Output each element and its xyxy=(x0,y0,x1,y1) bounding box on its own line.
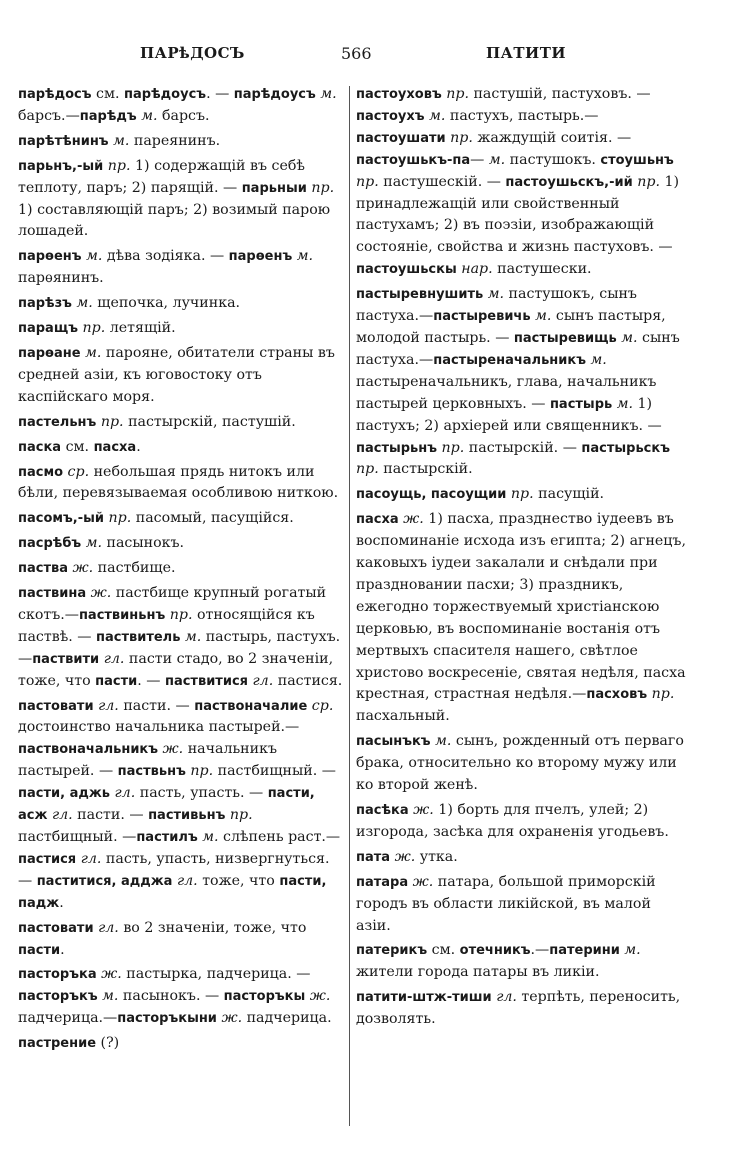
grammar-label: гл. xyxy=(103,650,125,667)
grammar-label: гл. xyxy=(176,872,198,889)
headword: патити-штж-тиши xyxy=(356,990,492,1006)
headword: пата xyxy=(356,849,391,865)
grammar-label: гл. xyxy=(51,807,73,824)
grammar-label: м. xyxy=(320,86,337,102)
dictionary-entry xyxy=(18,84,345,128)
definition-text: слѣпень раст.— xyxy=(218,829,341,845)
headword: парѣдоусъ xyxy=(124,87,207,102)
dictionary-entry xyxy=(356,84,686,281)
definition-text: . — xyxy=(137,672,165,689)
running-head-right: ПАТИТИ xyxy=(486,44,567,62)
definition-text: пастбищный. — xyxy=(18,829,137,845)
headword: пастоухъ xyxy=(356,108,425,124)
grammar-label: м. xyxy=(113,132,130,149)
definition-text: пастися. xyxy=(273,672,343,689)
headword: пастоушьскы xyxy=(356,262,457,278)
definition-text: 1) пастухъ; 2) архіерей или священникъ. — xyxy=(356,395,662,434)
definition-text: . xyxy=(60,941,65,958)
definition-text: тоже, что xyxy=(197,872,280,889)
definition-text: пастушески. xyxy=(492,261,592,278)
definition-text: пастбище крупный рогатый скотъ.— xyxy=(18,585,327,623)
headword: паствити xyxy=(32,651,100,667)
headword: пастырьскъ xyxy=(581,440,670,456)
dictionary-entry xyxy=(356,872,686,938)
headword: пастыревнушить xyxy=(356,287,484,303)
headword: парѣтѣнинъ xyxy=(18,133,109,149)
grammar-label: м. xyxy=(85,344,102,361)
definition-text: пастырскій. xyxy=(378,461,473,478)
definition-text: пастыреначальникъ, глава, начальникъ пастырей церковныхъ. — xyxy=(356,373,657,412)
definition-text: пастырка, падчерица. — xyxy=(121,966,311,983)
grammar-label: пр. xyxy=(651,686,675,703)
grammar-label: м. xyxy=(296,248,314,265)
grammar-label: пр. xyxy=(311,179,335,196)
definition-text: пасть, упасть, низвергнуться. — xyxy=(18,850,330,889)
headword: пастовати xyxy=(18,698,94,714)
grammar-label: ж. xyxy=(413,802,434,818)
grammar-label: ж. xyxy=(72,560,94,577)
headword: пасоущь, пасоущии xyxy=(356,487,507,503)
dictionary-entry xyxy=(18,318,345,340)
grammar-label: пр. xyxy=(356,461,379,478)
definition-text: пастушескій. — xyxy=(378,173,506,190)
headword: пасторъкыни xyxy=(117,1011,217,1027)
headword: парьныи xyxy=(241,180,307,196)
dictionary-entry xyxy=(356,847,686,869)
grammar-label: гл. xyxy=(80,850,102,867)
definition-text: жаждущій соитія. — xyxy=(472,129,632,146)
grammar-label: ж. xyxy=(394,848,416,865)
headword: пастыревичь xyxy=(433,309,531,325)
dictionary-entry xyxy=(18,293,345,315)
definition-text: сынъ пастыря, молодой пастырь. — xyxy=(356,308,666,346)
dictionary-entry xyxy=(18,918,345,962)
headword: стоушьнъ xyxy=(600,152,674,168)
definition-text: пасть, упасть. — xyxy=(135,785,268,802)
definition-text: начальникъ пастырей. — xyxy=(18,741,277,780)
definition-text: . xyxy=(59,894,64,911)
grammar-label: гл. xyxy=(252,672,274,689)
headword: пасти, асж xyxy=(18,786,315,824)
headword: пасха xyxy=(356,512,399,528)
dictionary-entry xyxy=(356,800,686,844)
definition-text: пароянe, обитатели страны въ средней азіи, къ юговостоку отъ каспійскаго моря. xyxy=(18,344,335,405)
definition-text: щепочка, лучинка. xyxy=(92,295,241,312)
dictionary-entry xyxy=(18,437,345,459)
definition-text: утка. xyxy=(415,848,458,865)
headword: паствоначальникъ xyxy=(18,742,159,758)
definition-text: пареянинъ. xyxy=(129,132,221,149)
definition-text: относящійся къ паствѣ. — xyxy=(18,606,315,645)
definition-text: — xyxy=(470,151,489,168)
left-column xyxy=(18,84,345,1058)
headword: паска xyxy=(18,439,62,455)
headword: пасомъ,-ый xyxy=(18,511,104,527)
headword: парѳенъ xyxy=(18,249,82,265)
definition-text: падчерица. xyxy=(242,1010,332,1027)
dictionary-entry xyxy=(18,558,345,580)
definition-text: см. xyxy=(427,942,460,959)
headword: паствоначалие xyxy=(194,698,308,714)
grammar-label: ж. xyxy=(221,1010,243,1027)
headword: парѣдосъ xyxy=(18,87,92,102)
grammar-label: ж. xyxy=(403,511,424,528)
grammar-label: пр. xyxy=(82,320,106,337)
grammar-label: пр. xyxy=(356,173,379,190)
grammar-label: м. xyxy=(184,628,202,645)
definition-text: 1) принадлежащій или свойственный пастухамъ; 2) въ поэзіи, изображающій состояніе, свойства и жизнь пастуховъ. — xyxy=(356,173,680,256)
headword: пастыревищь xyxy=(513,330,617,346)
definition-text: см. xyxy=(61,438,94,455)
headword: паствитель xyxy=(95,629,181,645)
grammar-label: пр. xyxy=(190,763,214,780)
headword: парѣзъ xyxy=(18,296,72,312)
definition-text: летящій. xyxy=(105,320,176,337)
definition-text: пастырь, пастухъ.— xyxy=(18,628,341,667)
headword: паститися, адджа xyxy=(36,873,173,889)
headword: пастивьнъ xyxy=(148,808,226,824)
definition-text: см. xyxy=(91,86,125,102)
definition-text: . xyxy=(136,438,141,455)
grammar-label: ж. xyxy=(162,741,184,758)
headword: парѣдоусъ xyxy=(233,87,316,102)
definition-text: во 2 значеніи, тоже, что xyxy=(118,919,307,936)
grammar-label: м. xyxy=(590,351,607,368)
headword: пастыреначальникъ xyxy=(433,352,586,368)
headword: пастоуховъ xyxy=(356,87,442,102)
grammar-label: м. xyxy=(76,295,93,312)
headword: пасти, аджь xyxy=(18,786,110,802)
headword: пасторъкъ xyxy=(18,989,98,1005)
column-divider xyxy=(349,86,350,1126)
definition-text: 1) борть для пчелъ, улей; 2) изгорода, засѣка для охраненія угодьевъ. xyxy=(356,802,669,840)
definition-text: сынъ пастуха.— xyxy=(356,329,680,368)
definition-text: 1) составляющій паръ; 2) возимый парою лошадей. xyxy=(18,201,331,240)
grammar-label: м. xyxy=(624,942,641,959)
grammar-label: м. xyxy=(616,395,634,412)
headword: паствина xyxy=(18,586,87,602)
grammar-label: м. xyxy=(86,248,103,265)
grammar-label: м. xyxy=(535,308,552,325)
definition-text: барсъ. xyxy=(157,107,210,124)
definition-text: пастушокъ, сынъ пастуха.— xyxy=(356,286,637,325)
dictionary-entry xyxy=(18,412,345,434)
headword: пасти xyxy=(18,942,61,958)
dictionary-entry xyxy=(18,964,345,1030)
dictionary-entry xyxy=(18,246,345,290)
headword: пасторъкы xyxy=(223,989,306,1005)
headword: пасѣка xyxy=(356,803,409,818)
headword: пастоушькъ-пa xyxy=(356,152,471,168)
headword: парѣдъ xyxy=(79,108,137,124)
right-column xyxy=(356,84,686,1034)
headword: парѳане xyxy=(18,345,81,361)
grammar-label: м. xyxy=(85,535,102,552)
page-number: 566 xyxy=(341,44,372,63)
definition-text: пастушій, пастуховъ. — xyxy=(468,86,651,102)
headword: пастырь xyxy=(549,396,613,412)
definition-text: пасынокъ. xyxy=(101,535,185,552)
headword: паства xyxy=(18,561,68,577)
grammar-label: м. xyxy=(141,107,158,124)
headword: отечникъ xyxy=(459,943,531,959)
grammar-label: м. xyxy=(621,329,638,346)
headword: пасти xyxy=(95,673,138,689)
headword: парѳенъ xyxy=(228,249,293,265)
definition-text: .— xyxy=(530,942,550,959)
definition-text: парѳянинъ. xyxy=(18,270,104,287)
grammar-label: м. xyxy=(429,107,446,124)
grammar-label: гл. xyxy=(496,989,517,1006)
definition-text: пасти. — xyxy=(118,697,195,714)
dictionary-entry xyxy=(356,284,686,481)
headword: патерикъ xyxy=(356,943,428,959)
grammar-label: пр. xyxy=(229,807,253,824)
headword: пастырьнъ xyxy=(356,440,438,456)
headword: пастельнъ xyxy=(18,414,97,430)
headword: пастилъ xyxy=(136,830,198,845)
page-header xyxy=(0,44,732,72)
grammar-label: пр. xyxy=(100,413,124,430)
dictionary-entry xyxy=(18,1033,345,1055)
definition-text: пастушокъ. xyxy=(505,151,601,168)
headword: пастися xyxy=(18,851,77,867)
grammar-label: ж. xyxy=(90,585,112,602)
grammar-label: м. xyxy=(488,151,506,168)
definition-text: пасомый, пасущійся. xyxy=(131,510,294,527)
dictionary-entry xyxy=(18,156,345,244)
definition-text: терпѣть, переносить, дозволять. xyxy=(356,989,681,1028)
dictionary-entry xyxy=(18,462,345,506)
headword: паствьнъ xyxy=(117,764,186,780)
grammar-label: ж. xyxy=(412,873,434,890)
grammar-label: пр. xyxy=(637,173,660,190)
definition-text: пастырскій. — xyxy=(464,439,582,456)
grammar-label: ж. xyxy=(101,966,122,983)
definition-text: падчерица.— xyxy=(18,1010,118,1027)
running-head-left: ПАРѣДОСЪ xyxy=(140,44,245,62)
headword: пасмо xyxy=(18,464,64,480)
headword: пасторъка xyxy=(18,967,97,983)
definition-text: достоинство начальника пастырей.— xyxy=(18,719,300,736)
dictionary-entry xyxy=(356,987,686,1031)
headword: пастовати xyxy=(18,920,94,936)
dictionary-entry xyxy=(356,509,686,728)
dictionary-entry xyxy=(356,731,686,797)
definition-text: небольшая прядь нитокъ или бѣли, перевязываемая особливою ниткою. xyxy=(18,463,339,502)
headword: паствитися xyxy=(164,673,248,689)
dictionary-entry xyxy=(18,696,345,915)
headword: пасынъкъ xyxy=(356,734,431,750)
headword: паращъ xyxy=(18,321,78,337)
definition-text: жители города патары въ ликіи. xyxy=(356,964,600,981)
definition-text: пасхальный. xyxy=(356,708,450,725)
definition-text: пастбище. xyxy=(93,560,176,577)
grammar-label: м. xyxy=(487,286,505,303)
grammar-label: м. xyxy=(102,988,119,1005)
definition-text: дѣва зодіяка. — xyxy=(102,248,229,265)
headword: патара xyxy=(356,874,409,890)
grammar-label: м. xyxy=(435,733,452,750)
grammar-label: пр. xyxy=(108,510,132,527)
grammar-label: гл. xyxy=(114,785,136,802)
dictionary-entry xyxy=(18,343,345,409)
definition-text: пасти стадо, во 2 значеніи, тоже, что xyxy=(18,650,334,689)
grammar-label: пр. xyxy=(510,486,534,503)
dictionary-entry xyxy=(356,940,686,984)
dictionary-entry xyxy=(18,508,345,530)
grammar-label: пр. xyxy=(450,129,473,146)
definition-text: (?) xyxy=(96,1035,120,1052)
dictionary-entry xyxy=(356,484,686,506)
definition-text: патара, большой приморскій городъ въ области ликійской, въ малой азіи. xyxy=(356,873,656,934)
dictionary-entry xyxy=(18,583,345,693)
grammar-label: ж. xyxy=(309,988,331,1005)
headword: пастрение xyxy=(18,1036,97,1052)
headword: пасховъ xyxy=(586,687,648,703)
grammar-label: пр. xyxy=(107,157,131,174)
headword: пастоушьскъ,-ий xyxy=(505,174,633,190)
grammar-label: гл. xyxy=(98,919,119,936)
definition-text: 1) содержащій въ себѣ теплоту, паръ; 2) парящій. — xyxy=(18,157,305,196)
definition-text: пасынокъ. — xyxy=(118,988,224,1005)
headword: пасрѣбъ xyxy=(18,536,82,552)
definition-text: пасти. — xyxy=(72,807,149,824)
definition-text: пастухъ, пастырь.— xyxy=(445,107,599,124)
headword: паствиньнъ xyxy=(78,607,166,623)
headword: пасха xyxy=(93,439,137,455)
dictionary-entry xyxy=(18,533,345,555)
definition-text: пастбищный. — xyxy=(213,763,336,780)
grammar-label: пр. xyxy=(169,606,193,623)
definition-text: сынъ, рожденный отъ перваго брака, относительно ко второму мужу или ко второй женѣ. xyxy=(356,733,684,794)
dictionary-entry xyxy=(18,131,345,153)
definition-text: . — xyxy=(206,86,234,102)
headword: пасти, падж xyxy=(18,873,327,911)
definition-text: пасущій. xyxy=(533,486,605,503)
definition-text: 1) пасха, празднество іудеевъ въ воспоминаніе исхода изъ египта; 2) агнецъ, каковыхъ іудеи закалали и снѣдали при праздновании пасхи; 3) праздникъ, ежегодно торжествуемый христіанскою церковью, въ воспоминаніе востанія отъ мертвыхъ спасителя нашего, свѣтлое христово воскресеніе, святая недѣля, пасха крестная, страстная недѣля.— xyxy=(356,511,686,703)
definition-text: барсъ.— xyxy=(18,107,80,124)
headword: патерини xyxy=(549,943,620,959)
grammar-label: ср. xyxy=(311,697,334,714)
definition-text: пастырскій, пастушій. xyxy=(123,413,296,430)
grammar-label: гл. xyxy=(98,697,119,714)
headword: пастоушати xyxy=(356,130,446,146)
grammar-label: пр. xyxy=(446,86,469,102)
headword: парьнъ,-ый xyxy=(18,158,104,174)
grammar-label: ср. xyxy=(67,463,90,480)
grammar-label: м. xyxy=(202,829,219,845)
grammar-label: пр. xyxy=(441,439,465,456)
grammar-label: нар. xyxy=(461,261,493,278)
